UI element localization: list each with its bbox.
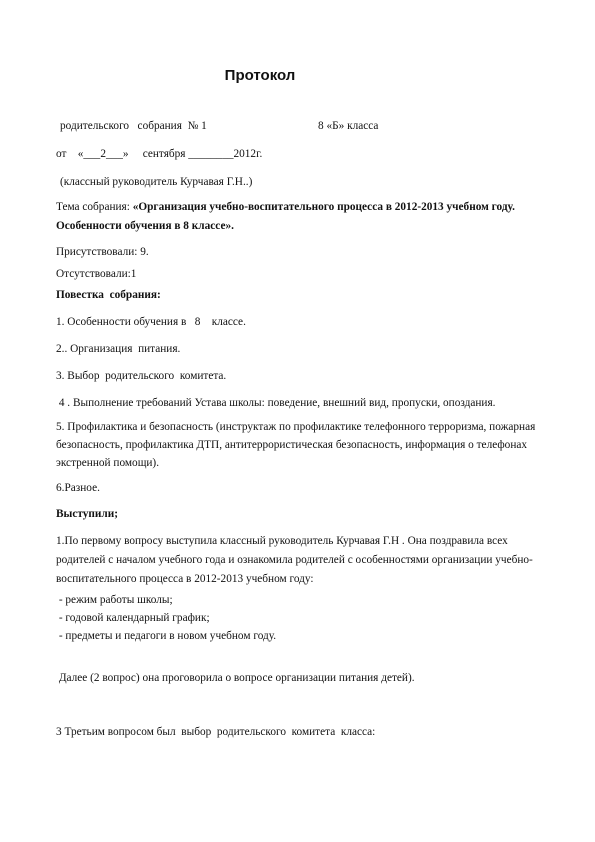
agenda-item: 5. Профилактика и безопасность (инструктаж по профилактике телефонного терроризма, пожарная безопасность, профилактика ДТП, антитеррористическая безопасность, информация о телефонах экстренной помощи). <box>56 421 536 469</box>
list-item: - годовой календарный график; <box>56 612 210 624</box>
agenda-item: 1. Особенности обучения в 8 классе. <box>56 316 246 328</box>
present-count: Присутствовали: 9. <box>56 246 149 258</box>
meeting-number: родительского собрания № 1 <box>60 120 207 132</box>
absent-count: Отсутствовали:1 <box>56 268 137 280</box>
list-item: - режим работы школы; <box>56 594 173 606</box>
third-question-text: 3 Третьим вопросом был выбор родительского комитета класса: <box>56 726 376 738</box>
meeting-date: от «___2___» сентября ________2012г. <box>56 148 263 160</box>
meeting-topic <box>56 198 556 236</box>
speeches-heading: Выступили; <box>56 508 119 520</box>
second-question-text: Далее (2 вопрос) она проговорила о вопросе организации питания детей). <box>56 672 415 684</box>
agenda-item: 6.Разное. <box>56 482 100 494</box>
topic-label: Тема собрания: <box>56 201 133 213</box>
document-title: Протокол <box>224 67 296 84</box>
class-name: 8 «Б» класса <box>318 120 379 132</box>
agenda-heading: Повестка собрания: <box>56 289 161 301</box>
agenda-item: 4 . Выполнение требований Устава школы: поведение, внешний вид, пропуски, опоздания. <box>56 397 496 409</box>
agenda-item: 2.. Организация питания. <box>56 343 181 355</box>
list-item: - предметы и педагоги в новом учебном году. <box>56 630 277 642</box>
teacher-line: (классный руководитель Курчавая Г.Н..) <box>60 176 253 188</box>
topic-text: «Организация учебно-воспитательного процесса в 2012-2013 учебном году. Особенности обучения в 8 классе». <box>56 201 515 232</box>
agenda-item: 3. Выбор родительского комитета. <box>56 370 227 382</box>
first-question-text: 1.По первому вопросу выступила классный руководитель Курчавая Г.Н . Она поздравила всех родителей с началом учебного года и ознакомила родителей с особенностями организации учебно-воспитательного процесса в 2012-2013 учебном году: <box>56 535 533 585</box>
